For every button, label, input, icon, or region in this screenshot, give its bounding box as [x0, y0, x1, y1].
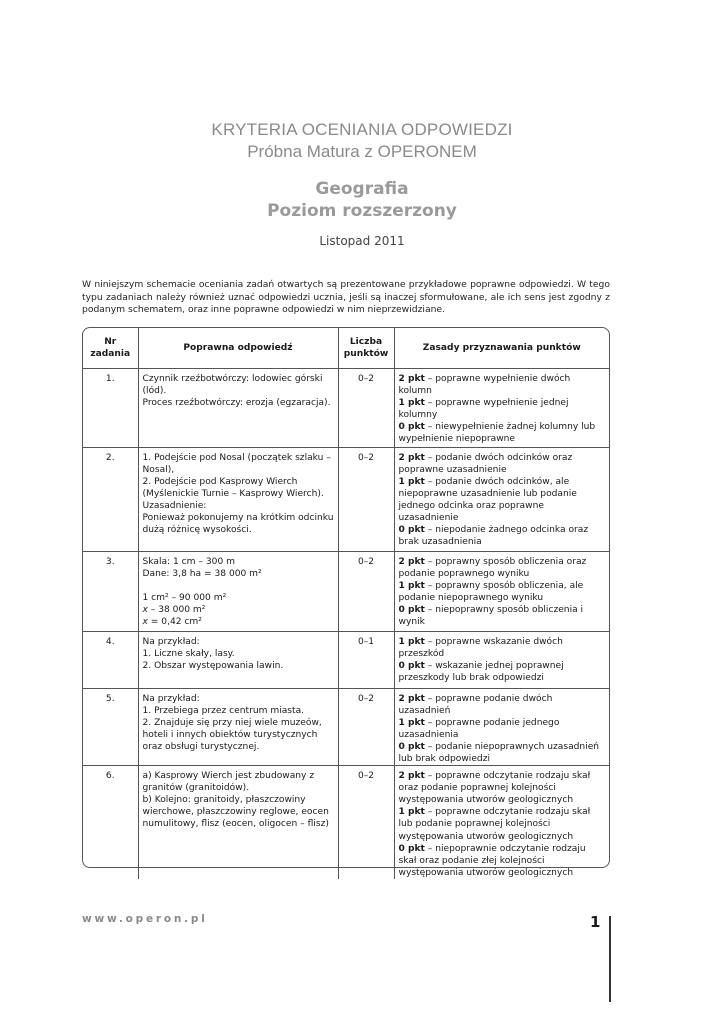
- answer-cell: a) Kasprowy Wierch jest zbudowany z granitów (granitoidów). b) Kolejno: granitoidy, płaszczowiny wierchowe, płaszczowiny reglowe, eocen numulitowy, flisz (eocen, oligocen – flisz): [138, 766, 338, 879]
- points-cell: 0–2: [338, 688, 394, 766]
- task-number: 6.: [105, 771, 115, 782]
- rules-cell: 2 pkt – poprawny sposób obliczenia oraz podanie poprawnego wyniku 1 pkt – poprawny sposób obliczenia, ale podanie niepoprawnego wyniku 0 pkt – niepoprawny sposób obliczenia i wynik: [394, 551, 609, 631]
- header-answer: Poprawna odpowiedź: [138, 328, 338, 368]
- subject-heading: Geografia: [315, 179, 409, 199]
- table-row: [83, 447, 609, 551]
- document-title: KRYTERIA OCENIANIA ODPOWIEDZI: [211, 120, 513, 139]
- table-row: [83, 688, 609, 766]
- task-number: 5.: [83, 688, 138, 766]
- rules-cell: 2 pkt – poprawne odczytanie rodzaju skał oraz podanie poprawnej kolejności występowania utworów geologicznych 1 pkt – poprawne odczytanie rodzaju skał lub podanie poprawnej kolejności występowania utworów geologicznych 0 pkt – niepoprawnie odczytanie rodzaju skał oraz podanie złej kolejności występowania utworów geologicznych: [394, 766, 609, 879]
- level-heading: Poziom rozszerzony: [267, 201, 457, 221]
- footer-url: www.operon.pl: [82, 913, 208, 925]
- header-task-number: Nr zadania: [83, 328, 138, 368]
- table-row: [83, 631, 609, 688]
- answer-cell: Skala: 1 cm – 300 m Dane: 3,8 ha = 38 000 m² 1 cm² – 90 000 m² x – 38 000 m² x = 0,42 cm²: [138, 551, 338, 631]
- page-number: 1: [590, 913, 601, 931]
- task-number: 2.: [83, 447, 138, 551]
- points-cell: 0–2: [338, 766, 394, 879]
- header-rules: Zasady przyznawania punktów: [394, 328, 609, 368]
- rules-cell: 2 pkt – poprawne wypełnienie dwóch kolumn 1 pkt – poprawne wypełnienie jednej kolumny 0 pkt – niewypełnienie żadnej kolumny lub wypełnienie niepoprawne: [394, 368, 609, 447]
- answer-cell: Na przykład: 1. Przebiega przez centrum miasta. 2. Znajduje się przy niej wiele muzeów, hoteli i innych obiektów turystycznych oraz obsługi turystycznej.: [138, 688, 338, 766]
- points-cell: 0–2: [338, 368, 394, 447]
- rules-cell: 1 pkt – poprawne wskazanie dwóch przeszkód 0 pkt – wskazanie jednej poprawnej przeszkody lub brak odpowiedzi: [394, 631, 609, 688]
- header-points: Liczba punktów: [338, 328, 394, 368]
- task-number: 4.: [83, 631, 138, 688]
- document-subtitle: Próbna Matura z OPERONEM: [247, 142, 477, 161]
- points-cell: 0–1: [338, 631, 394, 688]
- document-date: Listopad 2011: [319, 234, 405, 248]
- table-row: [83, 766, 609, 879]
- table-row: [83, 551, 609, 631]
- page-divider: [609, 916, 611, 1002]
- answer-cell: 1. Podejście pod Nosal (początek szlaku – Nosal), 2. Podejście pod Kasprowy Wierch (Myślenickie Turnie – Kasprowy Wierch). Uzasadnienie: Ponieważ pokonujemy na krótkim odcinku dużą różnicę wysokości.: [138, 447, 338, 551]
- answer-cell: Czynnik rzeźbotwórczy: lodowiec górski (lód). Proces rzeźbotwórczy: erozja (egzaracja).: [138, 368, 338, 447]
- grading-table: [82, 327, 610, 878]
- rules-cell: 2 pkt – poprawne podanie dwóch uzasadnień 1 pkt – poprawne podanie jednego uzasadnienia 0 pkt – podanie niepoprawnych uzasadnień lub brak odpowiedzi: [394, 688, 609, 766]
- task-number: 1.: [83, 368, 138, 447]
- points-cell: 0–2: [338, 551, 394, 631]
- points-cell: 0–2: [338, 447, 394, 551]
- task-number: 3.: [83, 551, 138, 631]
- answer-cell: Na przykład: 1. Liczne skały, lasy. 2. Obszar występowania lawin.: [138, 631, 338, 688]
- rules-cell: 2 pkt – podanie dwóch odcinków oraz poprawne uzasadnienie 1 pkt – podanie dwóch odcinków, ale niepoprawne uzasadnienie lub podanie jednego odcinka oraz poprawne uzasadnienie 0 pkt – niepodanie żadnego odcinka oraz brak uzasadnienia: [394, 447, 609, 551]
- table-row: [83, 368, 609, 447]
- intro-paragraph: W niniejszym schemacie oceniania zadań otwartych są prezentowane przykładowe poprawne odpowiedzi. W tego typu zadaniach należy również uznać odpowiedzi ucznia, jeśli są inaczej sformułowane, ale ich sens jest zgodny z podanym schematem, oraz inne poprawne odpowiedzi w nim nieprzewidziane.: [82, 279, 610, 316]
